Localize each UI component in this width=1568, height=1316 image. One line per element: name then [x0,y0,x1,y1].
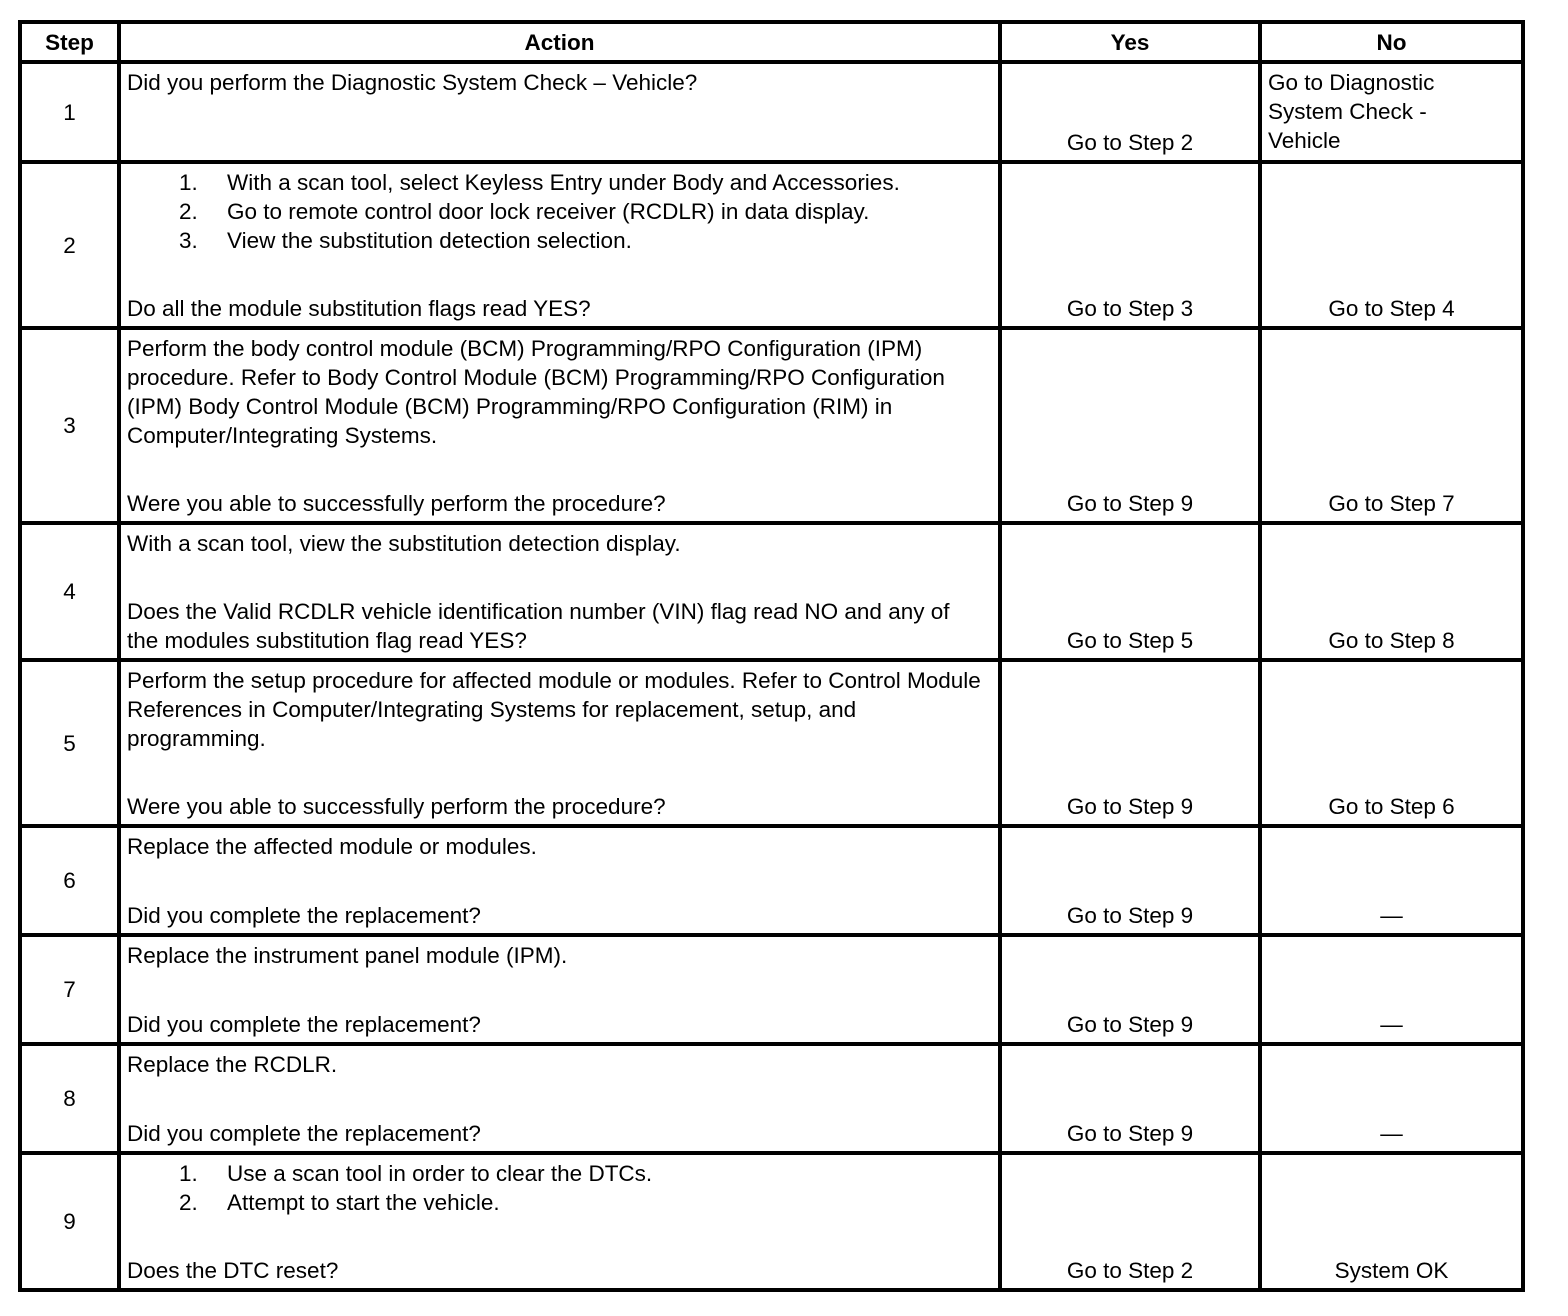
action-text: Perform the setup procedure for affected module or modules. Refer to Control Module References in Computer/Integrating Systems for replacement, setup, and programming. [127,668,981,751]
no-cell [1260,162,1523,328]
no-result: Go to Step 6 [1328,794,1455,819]
no-result: Go to Step 4 [1328,296,1455,321]
action-text: Did you perform the Diagnostic System Check – Vehicle? [127,70,698,95]
no-cell [1260,523,1523,660]
yes-cell [1000,1153,1260,1290]
action-text: Replace the instrument panel module (IPM). [127,943,568,968]
no-cell [1260,62,1523,162]
yes-cell [1000,826,1260,935]
action-question: Did you complete the replacement? [127,903,481,928]
yes-result: Go to Step 9 [1066,794,1194,819]
no-cell [1260,935,1523,1044]
action-cell [119,162,1000,328]
list-item-text: Attempt to start the vehicle. [227,1190,500,1215]
table-row-step-6 [20,826,1523,935]
instruction-list [127,1159,992,1217]
list-item-number: 2. [179,199,198,224]
step-number: 9 [20,1153,119,1290]
action-cell [119,660,1000,826]
list-item-number: 1. [179,1161,198,1186]
yes-cell [1000,1044,1260,1153]
yes-cell [1000,328,1260,523]
yes-cell [1000,660,1260,826]
table-row-step-4 [20,523,1523,660]
yes-result: Go to Step 2 [1066,1258,1194,1283]
table-row-step-5 [20,660,1523,826]
step-number: 2 [20,162,119,328]
header-row [20,22,1523,62]
yes-cell [1000,162,1260,328]
action-cell [119,62,1000,162]
yes-result: Go to Step 9 [1066,1121,1194,1146]
yes-result: Go to Step 3 [1066,296,1194,321]
no-result: Go to Step 7 [1328,491,1455,516]
yes-result: Go to Step 2 [1066,130,1194,155]
step-number: 1 [20,62,119,162]
no-result: — [1380,903,1403,928]
action-text: Replace the affected module or modules. [127,834,537,859]
yes-result: Go to Step 9 [1066,903,1194,928]
no-result: System OK [1334,1258,1449,1283]
action-cell [119,935,1000,1044]
step-number: 4 [20,523,119,660]
table-row-step-1 [20,62,1523,162]
yes-cell [1000,62,1260,162]
no-cell [1260,660,1523,826]
list-item-text: Go to remote control door lock receiver (RCDLR) in data display. [227,199,870,224]
yes-cell [1000,935,1260,1044]
action-text: Replace the RCDLR. [127,1052,338,1077]
action-cell [119,328,1000,523]
no-result: — [1380,1012,1403,1037]
no-cell [1260,328,1523,523]
table-row-step-9 [20,1153,1523,1290]
action-cell [119,523,1000,660]
header-action: Action [119,22,1000,62]
list-item [127,168,992,197]
list-item-text: With a scan tool, select Keyless Entry under Body and Accessories. [227,170,900,195]
action-question: Does the DTC reset? [127,1258,339,1283]
table-row-step-3 [20,328,1523,523]
yes-cell [1000,523,1260,660]
list-item-text: Use a scan tool in order to clear the DTCs. [227,1161,653,1186]
no-result: Go to Step 8 [1328,628,1455,653]
table-row-step-8 [20,1044,1523,1153]
diagnostic-table [18,20,1525,1292]
action-question: Do all the module substitution flags read YES? [127,296,591,321]
action-question: Did you complete the replacement? [127,1121,481,1146]
action-question: Were you able to successfully perform the procedure? [127,491,666,516]
no-cell [1260,1044,1523,1153]
action-cell [119,826,1000,935]
header-yes: Yes [1000,22,1260,62]
list-item-number: 2. [179,1190,198,1215]
step-number: 5 [20,660,119,826]
no-result: Go to Diagnostic System Check - Vehicle [1268,70,1435,153]
no-cell [1260,826,1523,935]
list-item [127,226,992,255]
action-text: With a scan tool, view the substitution detection display. [127,531,681,556]
action-question: Does the Valid RCDLR vehicle identification number (VIN) flag read NO and any of the modules substitution flag read YES? [127,599,950,653]
action-text: Perform the body control module (BCM) Programming/RPO Configuration (IPM) procedure. Refer to Body Control Module (BCM) Programming/RPO Configuration (IPM) Body Control Module (BCM) Programming/RPO Configuration (RIM) in Computer/Integrating Systems. [127,336,945,448]
no-cell [1260,1153,1523,1290]
yes-result: Go to Step 5 [1066,628,1194,653]
header-no: No [1260,22,1523,62]
step-number: 7 [20,935,119,1044]
instruction-list [127,168,992,255]
step-number: 8 [20,1044,119,1153]
list-item-number: 1. [179,170,198,195]
list-item-text: View the substitution detection selection. [227,228,632,253]
table-row-step-2 [20,162,1523,328]
action-cell [119,1044,1000,1153]
yes-result: Go to Step 9 [1066,1012,1194,1037]
list-item [127,1159,992,1188]
header-step: Step [20,22,119,62]
list-item [127,1188,992,1217]
action-question: Were you able to successfully perform the procedure? [127,794,666,819]
step-number: 3 [20,328,119,523]
list-item-number: 3. [179,228,198,253]
table-row-step-7 [20,935,1523,1044]
action-question: Did you complete the replacement? [127,1012,481,1037]
yes-result: Go to Step 9 [1066,491,1194,516]
action-cell [119,1153,1000,1290]
step-number: 6 [20,826,119,935]
list-item [127,197,992,226]
no-result: — [1380,1121,1403,1146]
